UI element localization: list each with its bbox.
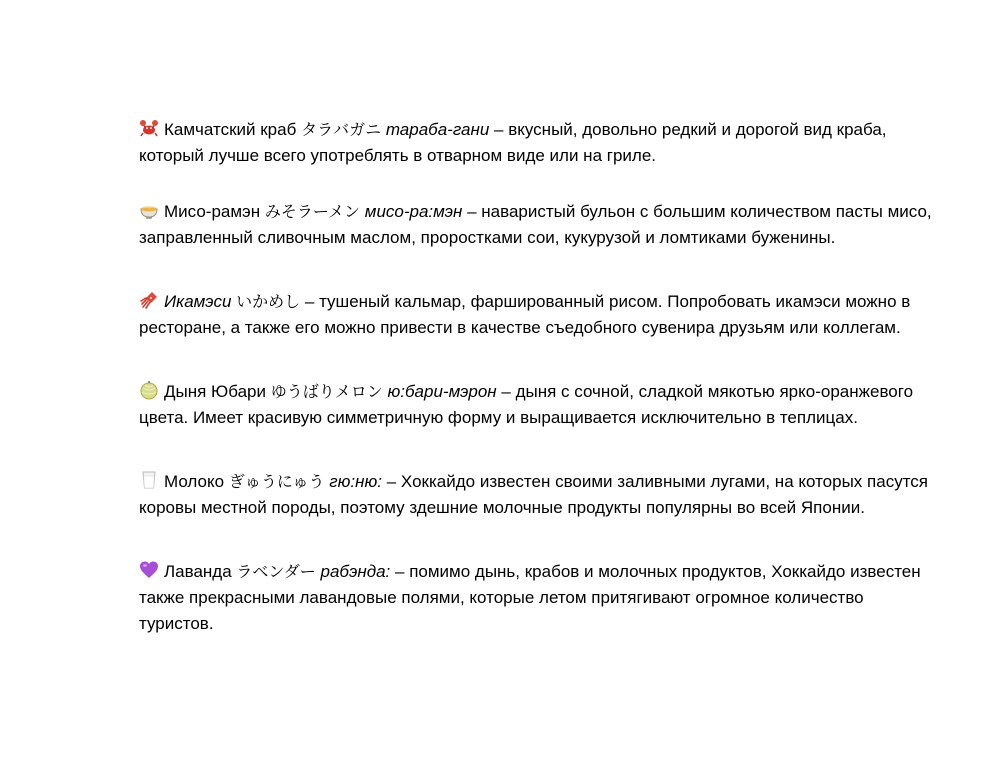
list-item [139,199,939,251]
melon-icon [139,380,159,400]
item-description: – тушеный кальмар, фаршированный рисом. Попробовать икамэси можно в ресторане, а также его можно привести в качестве съедобного сувенира друзьям или коллегам. [139,292,911,337]
document-body [139,117,939,675]
item-reading: мисо-ра:мэн [364,202,463,221]
item-name: Икамэси [164,292,232,311]
item-japanese: タラバガニ [301,120,382,139]
item-reading: тараба-гани [385,120,490,139]
item-description: – дыня с сочной, сладкой мякотью ярко-оранжевого цвета. Имеет красивую симметричную форму и выращивается исключительно в теплицах. [139,382,914,427]
item-name: Молоко [164,472,225,491]
ramen-bowl-icon [139,200,159,220]
item-reading: ю:бари-мэрон [387,382,497,401]
item-japanese: ラベンダー [236,562,316,581]
item-name: Дыня Юбари [164,382,266,401]
list-item [139,559,939,637]
squid-icon [139,290,159,310]
item-reading: рабэнда: [320,562,391,581]
list-item [139,117,939,169]
list-item [139,379,939,431]
item-japanese: みそラーメン [264,202,361,221]
purple-heart-icon [139,560,159,580]
milk-glass-icon [139,470,159,490]
item-description: – Хоккайдо известен своими заливными лугами, на которых пасутся коровы местной породы, поэтому здешние молочные продукты популярны во всей Японии. [139,472,928,517]
item-description: – помимо дынь, крабов и молочных продуктов, Хоккайдо известен также прекрасными лавандовые полями, которые летом притягивают огромное количество туристов. [139,562,921,633]
item-description: – наваристый бульон с большим количеством пасты мисо, заправленный сливочным маслом, проростками сои, кукурузой и ломтиками буженины. [139,202,932,247]
item-name: Лаванда [164,562,232,581]
list-item [139,469,939,521]
list-item [139,289,939,341]
item-name: Камчатский краб [164,120,297,139]
item-japanese: ゆうばりメロン [270,382,383,401]
item-name: Мисо-рамэн [164,202,261,221]
item-japanese: いかめし [236,292,301,311]
item-japanese: ぎゅうにゅう [228,472,325,491]
crab-icon [139,118,159,138]
item-description: – вкусный, довольно редкий и дорогой вид краба, который лучше всего употреблять в отварном виде или на гриле. [139,120,887,165]
item-reading: гю:ню: [329,472,383,491]
